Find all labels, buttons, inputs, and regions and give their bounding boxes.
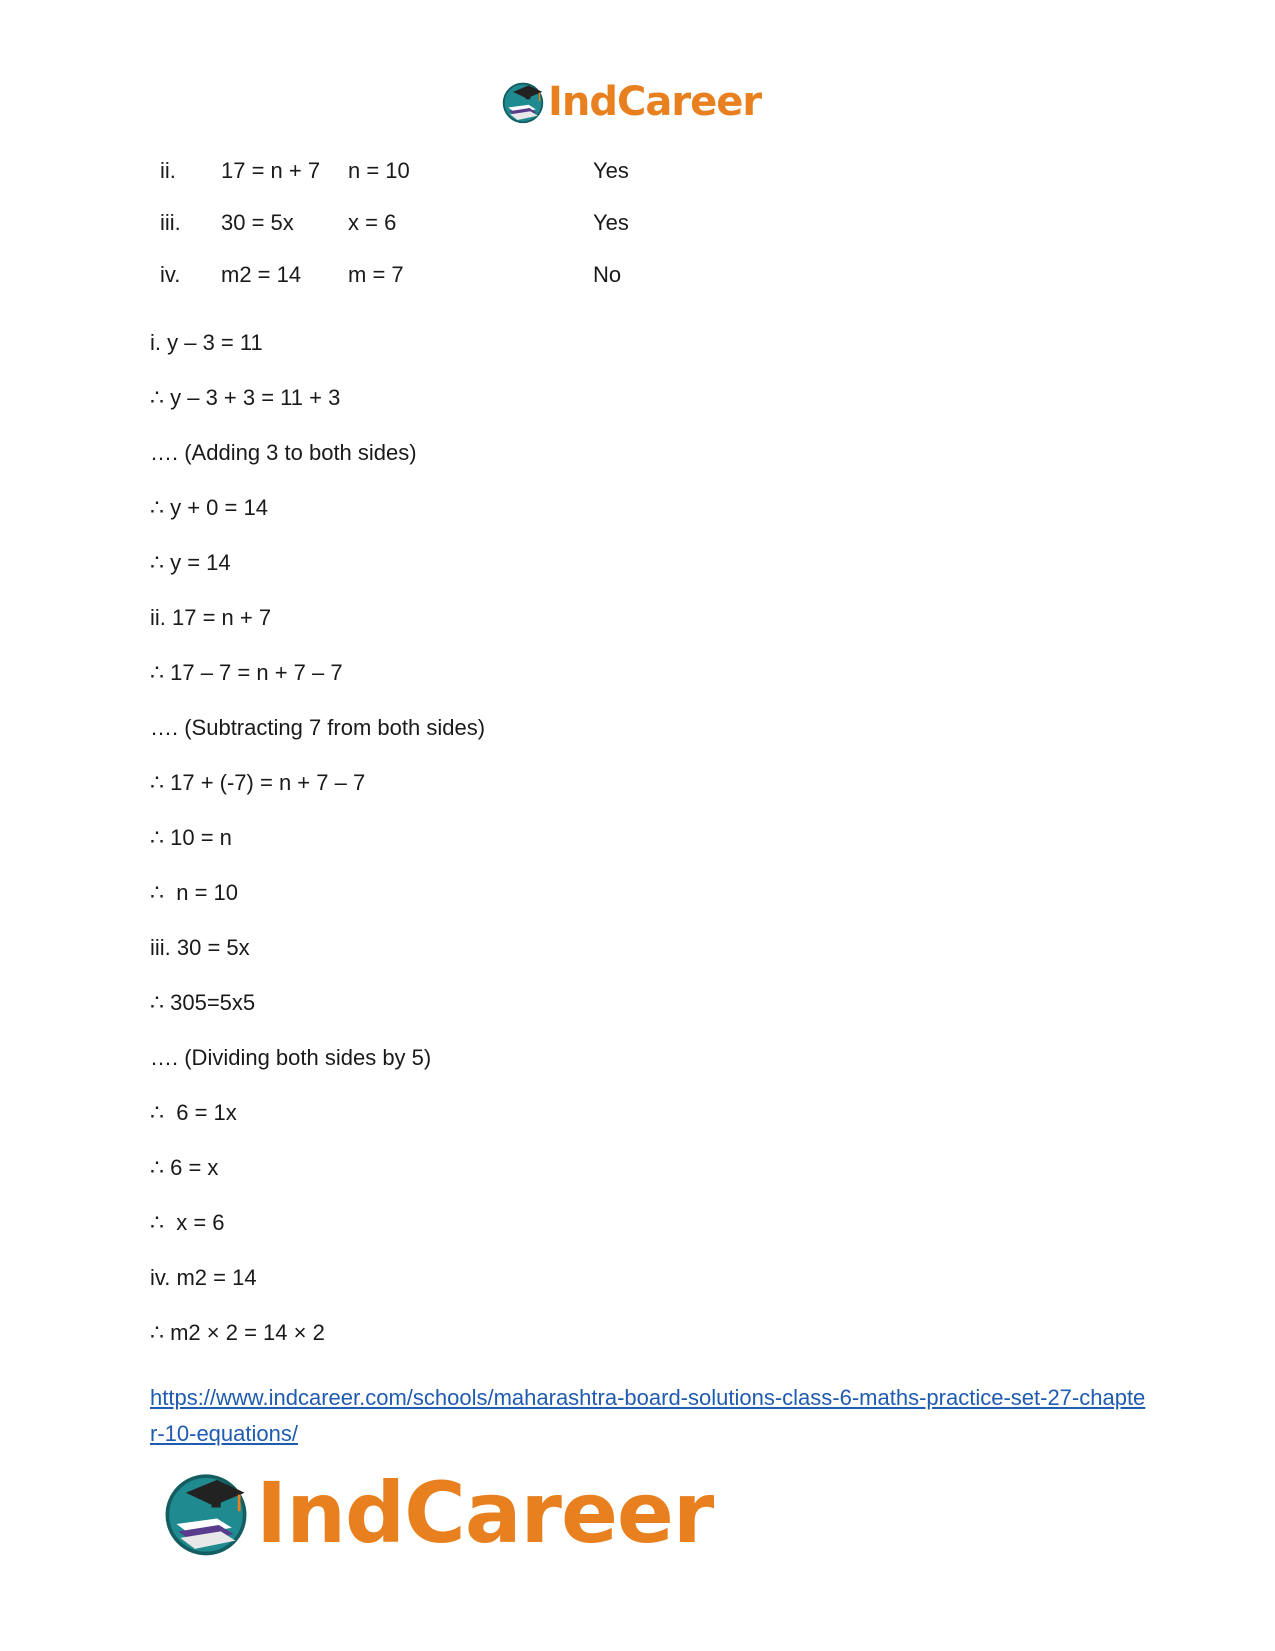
row-answer: No xyxy=(593,262,622,287)
solution-line: ∴ n = 10 xyxy=(150,880,238,905)
row-value: m = 7 xyxy=(348,262,404,287)
solution-line: ∴ 6 = 1x xyxy=(150,1100,237,1125)
source-link[interactable]: https://www.indcareer.com/schools/maharashtra-board-solutions-class-6-maths-practice-set-27-chapter-10-equations/ xyxy=(150,1385,1146,1446)
footer-logo xyxy=(160,1465,713,1560)
row-value: n = 10 xyxy=(348,158,410,183)
solution-line: ∴ m2 × 2 = 14 × 2 xyxy=(150,1320,325,1345)
solution-line: …. (Subtracting 7 from both sides) xyxy=(150,715,486,740)
solution-line: ∴ x = 6 xyxy=(150,1210,225,1235)
row-answer: Yes xyxy=(593,210,629,235)
solution-steps xyxy=(150,330,485,1375)
solution-line: iii. 30 = 5x xyxy=(150,935,250,960)
indcareer-emblem-icon xyxy=(500,79,546,125)
row-number: ii. xyxy=(160,158,176,183)
indcareer-emblem-icon xyxy=(160,1467,252,1559)
solution-line: ∴ 305=5x5 xyxy=(150,990,256,1015)
solution-line: …. (Dividing both sides by 5) xyxy=(150,1045,432,1070)
solution-line: …. (Adding 3 to both sides) xyxy=(150,440,417,465)
row-equation: 30 = 5x xyxy=(221,210,294,235)
solution-line: ∴ y – 3 + 3 = 11 + 3 xyxy=(150,385,341,410)
solution-line: ∴ 6 = x xyxy=(150,1155,219,1180)
solution-line: ∴ 10 = n xyxy=(150,825,232,850)
solution-line: ∴ 17 – 7 = n + 7 – 7 xyxy=(150,660,343,685)
row-number: iv. xyxy=(160,262,181,287)
solution-line: i. y – 3 = 11 xyxy=(150,330,263,355)
logo-text: IndCareer xyxy=(548,79,762,125)
row-equation: 17 = n + 7 xyxy=(221,158,321,183)
solution-line: ii. 17 = n + 7 xyxy=(150,605,272,630)
row-value: x = 6 xyxy=(348,210,397,235)
solution-line: iv. m2 = 14 xyxy=(150,1265,257,1290)
logo-text: IndCareer xyxy=(256,1463,714,1562)
solution-line: ∴ y + 0 = 14 xyxy=(150,495,268,520)
header-logo xyxy=(500,78,761,126)
solution-line: ∴ 17 + (-7) = n + 7 – 7 xyxy=(150,770,366,795)
row-answer: Yes xyxy=(593,158,629,183)
row-number: iii. xyxy=(160,210,181,235)
solution-line: ∴ y = 14 xyxy=(150,550,231,575)
row-equation: m2 = 14 xyxy=(221,262,302,287)
